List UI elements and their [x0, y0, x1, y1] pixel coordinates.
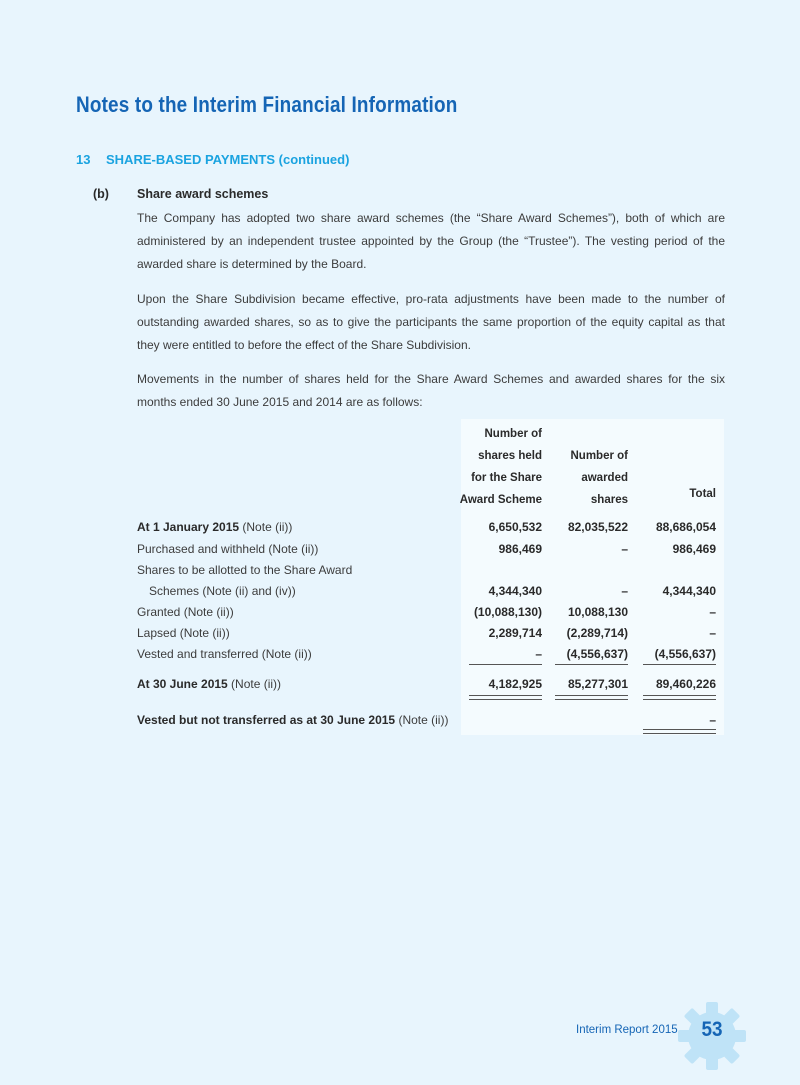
table-cell: 4,344,340 — [488, 584, 542, 598]
table-row-label — [137, 713, 448, 727]
table-cell: (4,556,637) — [654, 647, 716, 661]
table-cell: – — [709, 713, 716, 727]
col2-line2: awarded — [581, 472, 628, 484]
paragraph-2: Upon the Share Subdivision became effective, pro-rata adjustments have been made to the number of outstanding awarded shares, so as to give the participants the same proportion of the equity capital as that they were entitled to before the effect of the Share Subdivision. — [137, 292, 725, 352]
table-cell: 89,460,226 — [655, 677, 716, 691]
page-title: Notes to the Interim Financial Information — [76, 92, 458, 117]
table-cell: 2,289,714 — [488, 626, 542, 640]
table-cell: – — [535, 647, 542, 661]
col1-line2: shares held — [478, 450, 542, 462]
table-cell: – — [621, 542, 628, 556]
table-row-label: Shares to be allotted to the Share Award — [137, 563, 353, 577]
table-cell: 82,035,522 — [567, 520, 628, 534]
table-cell: (4,556,637) — [566, 647, 628, 661]
subtotal-rule — [555, 664, 628, 665]
column-header-shares-held — [460, 423, 542, 511]
subtotal-rule — [469, 664, 542, 665]
table-row-label: Vested and transferred (Note (ii)) — [137, 647, 312, 661]
row-label-note: (Note (ii)) — [227, 677, 282, 691]
table-row-label: Purchased and withheld (Note (ii)) — [137, 542, 319, 556]
section-number: 13 — [76, 152, 91, 167]
row-label-bold: At 1 January 2015 — [137, 520, 240, 534]
table-row-label: Lapsed (Note (ii)) — [137, 626, 230, 640]
table-cell: 4,182,925 — [488, 677, 542, 691]
table-cell: – — [621, 584, 628, 598]
table-cell: (10,088,130) — [473, 605, 542, 619]
table-cell: 986,469 — [672, 542, 716, 556]
paragraph-3: Movements in the number of shares held for the Share Award Schemes and awarded shares for the six months ended 30 June 2015 and 2014 are as follows: — [137, 372, 725, 409]
row-label-bold: At 30 June 2015 — [137, 677, 228, 691]
row-label-bold: Vested but not transferred as at 30 June 2015 — [137, 713, 396, 727]
table-cell: 10,088,130 — [567, 605, 628, 619]
table-row-label: Schemes (Note (ii) and (iv)) — [149, 584, 296, 598]
total-double-rule — [643, 729, 716, 734]
table-cell: – — [709, 605, 716, 619]
table-cell: – — [709, 626, 716, 640]
table-cell: 6,650,532 — [488, 520, 542, 534]
col1-line4: Award Scheme — [459, 494, 542, 506]
column-header-awarded-shares — [571, 445, 629, 511]
subsection-title: Share award schemes — [137, 187, 269, 201]
table-row-label — [137, 520, 292, 534]
section-heading — [76, 152, 349, 167]
row-label-note: (Note (ii)) — [239, 520, 293, 534]
total-double-rule — [469, 695, 542, 700]
total-double-rule — [643, 695, 716, 700]
table-cell: (2,289,714) — [566, 626, 628, 640]
row-label-note: (Note (ii)) — [395, 713, 449, 727]
total-double-rule — [555, 695, 628, 700]
col1-line3: for the Share — [471, 472, 542, 484]
table-cell: 85,277,301 — [567, 677, 628, 691]
table-row-label — [137, 677, 281, 691]
table-cell: 4,344,340 — [662, 584, 716, 598]
table-cell: 986,469 — [498, 542, 542, 556]
col2-line3: shares — [590, 494, 628, 506]
subtotal-rule — [643, 664, 716, 665]
subsection-label: (b) — [93, 187, 109, 201]
section-title: SHARE-BASED PAYMENTS (continued) — [106, 152, 350, 167]
paragraph-1: The Company has adopted two share award schemes (the “Share Award Schemes”), both of which are administered by an independent trustee appointed by the Group (the “Trustee”). The vesting period of the awarded share is determined by the Board. — [137, 211, 725, 271]
table-cell: 88,686,054 — [655, 520, 716, 534]
column-header-total — [689, 483, 716, 505]
col2-line1: Number of — [570, 450, 628, 462]
table-row-label: Granted (Note (ii)) — [137, 605, 234, 619]
subsection-heading — [93, 187, 268, 201]
col1-line1: Number of — [484, 428, 542, 440]
footer-report-title: Interim Report 2015 — [576, 1024, 678, 1036]
page-number: 53 — [701, 1018, 723, 1041]
col3-line1: Total — [689, 488, 716, 500]
